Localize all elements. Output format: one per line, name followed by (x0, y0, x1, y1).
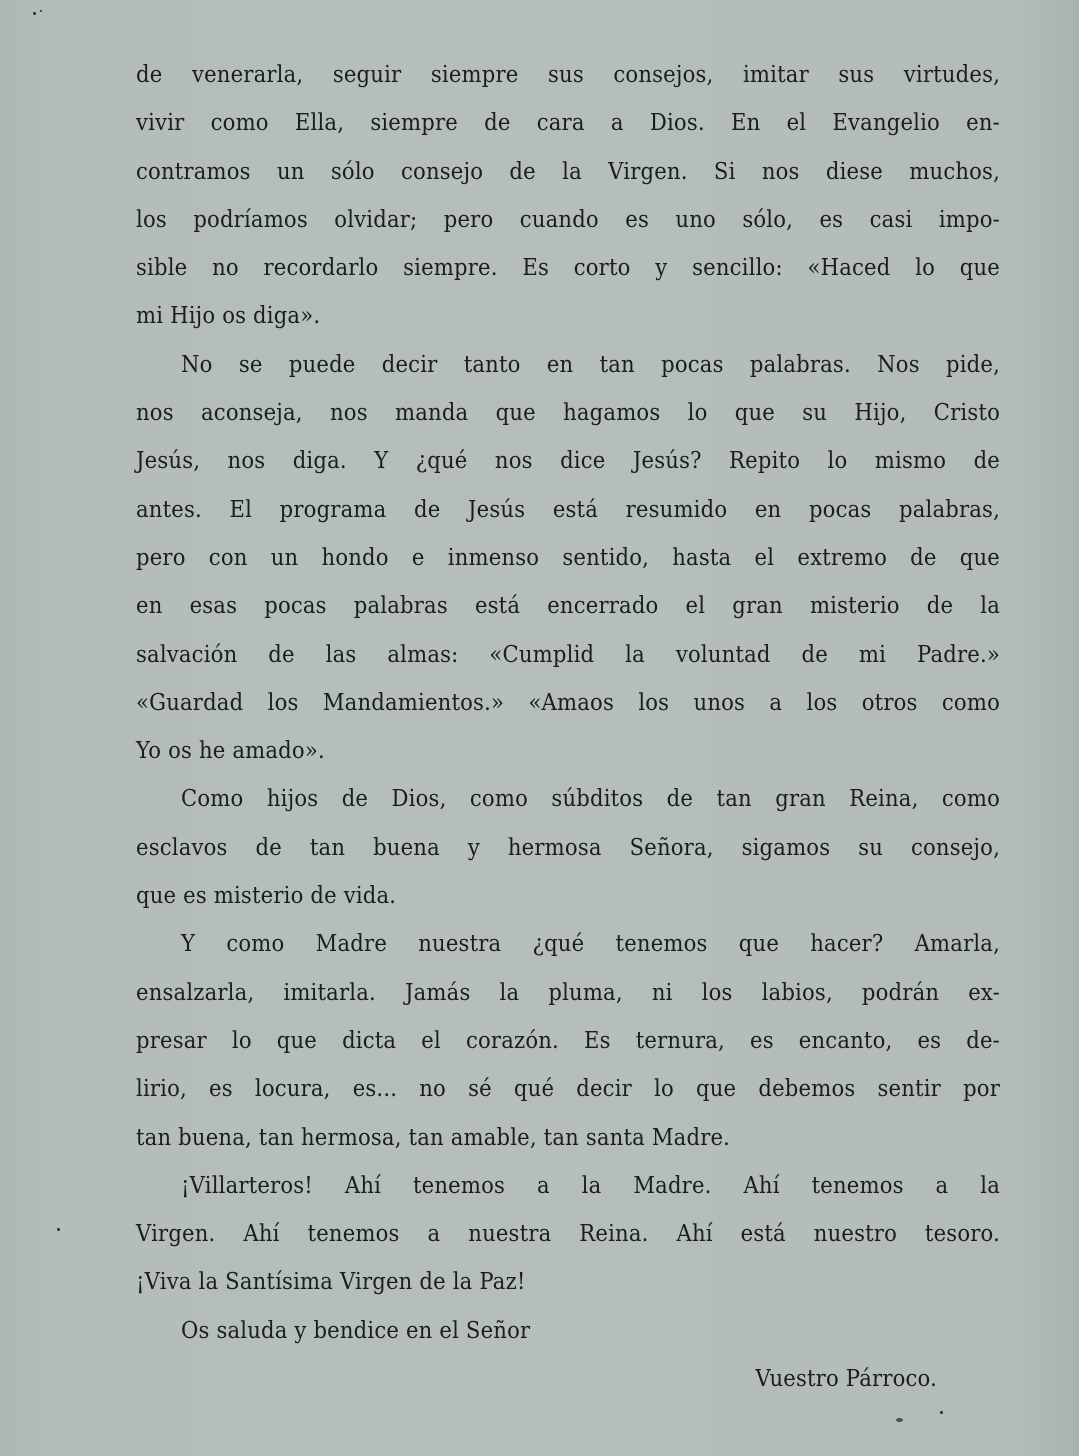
text-line: Como hijos de Dios, como súbditos de tan gran Reina, como (181, 784, 1000, 813)
text-line: contramos un sólo consejo de la Virgen. Si nos diese muchos, (136, 156, 1000, 185)
text-line: No se puede decir tanto en tan pocas palabras. Nos pide, (181, 349, 1000, 378)
text-line: ensalzarla, imitarla. Jamás la pluma, ni los labios, podrán ex- (136, 977, 1000, 1006)
text-line: sible no recordarlo siempre. Es corto y sencillo: «Haced lo que (136, 253, 1000, 282)
text-line: Os saluda y bendice en el Señor (181, 1315, 531, 1344)
text-line: nos aconseja, nos manda que hagamos lo que su Hijo, Cristo (136, 398, 1000, 427)
text-line: de venerarla, seguir siempre sus consejos, imitar sus virtudes, (136, 60, 1000, 88)
text-line: Yo os he amado». (136, 736, 325, 765)
text-line: Virgen. Ahí tenemos a nuestra Reina. Ahí está nuestro tesoro. (136, 1219, 1000, 1248)
scan-speck (57, 1228, 60, 1231)
text-line: que es misterio de vida. (136, 881, 397, 910)
text-line: «Guardad los Mandamientos.» «Amaos los unos a los otros como (136, 687, 1000, 716)
text-line: lirio, es locura, es... no sé qué decir lo que debemos sentir por (136, 1074, 1000, 1103)
text-line: esclavos de tan buena y hermosa Señora, sigamos su consejo, (136, 832, 1000, 861)
text-line: ¡Viva la Santísima Virgen de la Paz! (136, 1267, 526, 1296)
text-line: presar lo que dicta el corazón. Es ternura, es encanto, es de- (136, 1025, 1000, 1054)
text-line: en esas pocas palabras está encerrado el gran misterio de la (136, 591, 1000, 620)
text-line: ¡Villarteros! Ahí tenemos a la Madre. Ahí tenemos a la (181, 1170, 1000, 1199)
scan-speck (40, 10, 42, 12)
text-line: salvación de las almas: «Cumplid la voluntad de mi Padre.» (136, 639, 1000, 668)
scan-speck (940, 1411, 943, 1414)
text-line: los podríamos olvidar; pero cuando es uno sólo, es casi impo- (136, 204, 1000, 233)
text-line: Jesús, nos diga. Y ¿qué nos dice Jesús? Repito lo mismo de (136, 446, 1000, 475)
text-line: pero con un hondo e inmenso sentido, hasta el extremo de que (136, 542, 1000, 571)
scan-speck (896, 1418, 903, 1422)
scan-speck (33, 12, 36, 15)
text-line: antes. El programa de Jesús está resumido en pocas palabras, (136, 494, 1000, 523)
signature: Vuestro Párroco. (755, 1364, 937, 1393)
body-text (136, 50, 1000, 1402)
text-line: Y como Madre nuestra ¿qué tenemos que hacer? Amarla, (181, 929, 1000, 958)
text-line: mi Hijo os diga». (136, 301, 321, 330)
text-line: tan buena, tan hermosa, tan amable, tan santa Madre. (136, 1122, 731, 1151)
text-line: vivir como Ella, siempre de cara a Dios. En el Evangelio en- (136, 108, 1000, 137)
